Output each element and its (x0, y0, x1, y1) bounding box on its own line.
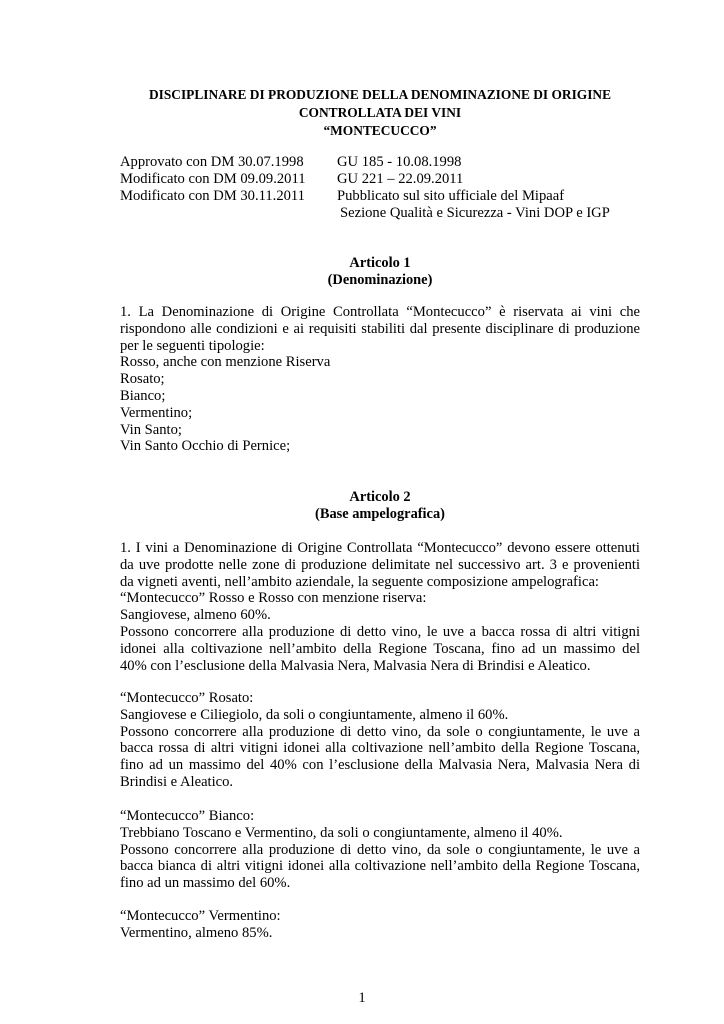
document-title (120, 86, 640, 140)
bianco-section (120, 808, 640, 892)
wine-type-item: Vin Santo Occhio di Pernice; (120, 438, 291, 455)
paragraph-line: da uve prodotte nelle zone di produzione delimitate nel successivo art. 3 e provenienti (120, 556, 640, 573)
approval-decree: Approvato con DM 30.07.1998 (120, 154, 304, 170)
article-2-intro (120, 540, 640, 674)
rosso-composition: Sangiovese, almeno 60%. (120, 607, 271, 624)
article-1-body (120, 304, 640, 455)
article-1-subtitle: (Denominazione) (327, 272, 433, 288)
paragraph-line: da vigneti aventi, nell’ambito aziendale, la seguente composizione ampelografica: (120, 573, 599, 590)
wine-type-item: Vermentino; (120, 404, 193, 421)
paragraph-line: fino ad un massimo del 60%. (120, 875, 291, 892)
approval-decree: Modificato con DM 09.09.2011 (120, 171, 306, 187)
rosato-label: “Montecucco” Rosato: (120, 690, 254, 706)
vermentino-composition: Vermentino, almeno 85%. (120, 924, 273, 941)
wine-type-item: Rosso, anche con menzione Riserva (120, 354, 331, 371)
paragraph-line: per le seguenti tipologie: (120, 337, 265, 354)
paragraph-line: Possono concorrere alla produzione di detto vino, da sole o congiuntamente, le uve a (120, 841, 640, 858)
article-2-subtitle: (Base ampelografica) (315, 506, 445, 522)
bianco-label: “Montecucco” Bianco: (120, 808, 255, 824)
paragraph-line: fino ad un massimo del 40% con l’esclusione della Malvasia Nera, Malvasia Nera di (120, 757, 640, 774)
paragraph-line: 1. I vini a Denominazione di Origine Controllata “Montecucco” devono essere ottenuti (120, 540, 640, 556)
paragraph-line: idonei alla coltivazione nell’ambito della Regione Toscana, fino ad un massimo del (120, 640, 640, 657)
paragraph-line: Brindisi e Aleatico. (120, 773, 234, 790)
bianco-composition: Trebbiano Toscano e Vermentino, da soli o congiuntamente, almeno il 40%. (120, 824, 563, 841)
paragraph-line: 40% con l’esclusione della Malvasia Nera, Malvasia Nera di Brindisi e Aleatico. (120, 657, 591, 674)
wine-type-item: Rosato; (120, 371, 165, 388)
page-number: 1 (358, 990, 366, 1006)
title-line-1: DISCIPLINARE DI PRODUZIONE DELLA DENOMINAZIONE DI ORIGINE (148, 87, 612, 102)
approval-gazette: Sezione Qualità e Sicurezza - Vini DOP e IGP (340, 205, 610, 221)
title-line-3: “MONTECUCCO” (323, 123, 437, 138)
paragraph-line: bacca rossa di altri vitigni idonei alla coltivazione nell’ambito della Regione Toscana, (120, 740, 640, 757)
approval-gazette: GU 185 - 10.08.1998 (337, 154, 462, 170)
rosso-label: “Montecucco” Rosso e Rosso con menzione riserva: (120, 590, 427, 607)
approval-gazette: Pubblicato sul sito ufficiale del Mipaaf (337, 188, 565, 204)
paragraph-line: 1. La Denominazione di Origine Controllata “Montecucco” è riservata ai vini che (120, 304, 640, 320)
article-2-title: Articolo 2 (349, 489, 411, 505)
wine-type-item: Bianco; (120, 387, 166, 404)
article-1-heading (120, 255, 640, 289)
paragraph-line: Possono concorrere alla produzione di detto vino, le uve a bacca rossa di altri vitigni (120, 623, 640, 640)
title-line-2: CONTROLLATA DEI VINI (298, 105, 462, 120)
paragraph-line: bacca bianca di altri vitigni idonei alla coltivazione nell’ambito della Regione Toscana, (120, 858, 640, 875)
approval-gazette: GU 221 – 22.09.2011 (337, 171, 464, 187)
rosato-composition: Sangiovese e Ciliegiolo, da soli o congiuntamente, almeno il 60%. (120, 706, 509, 723)
article-2-heading (120, 489, 640, 523)
vermentino-section (120, 908, 640, 942)
approval-decree: Modificato con DM 30.11.2011 (120, 188, 305, 204)
paragraph-line: rispondono alle condizioni e ai requisiti stabiliti dal presente disciplinare di produzione (120, 320, 640, 337)
wine-type-item: Vin Santo; (120, 421, 182, 438)
vermentino-label: “Montecucco” Vermentino: (120, 908, 281, 924)
rosato-section (120, 690, 640, 791)
article-1-title: Articolo 1 (349, 255, 411, 271)
paragraph-line: Possono concorrere alla produzione di detto vino, da sole o congiuntamente, le uve a (120, 723, 640, 740)
